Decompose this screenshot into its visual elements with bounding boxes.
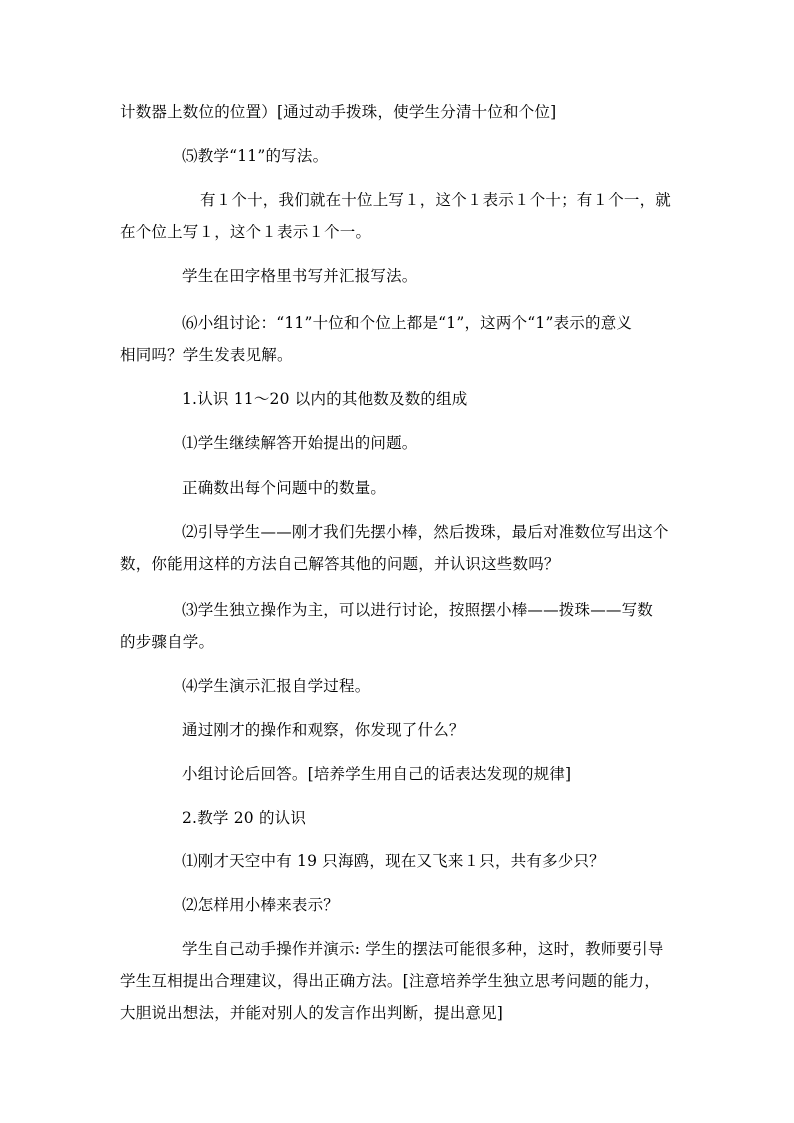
- paragraph-7: [120, 427, 676, 459]
- text-line: 相同吗？学生发表见解。: [120, 346, 293, 364]
- text-line: 大胆说出想法，并能对别人的发言作出判断，提出意见]: [120, 1004, 504, 1022]
- text-line: 小组讨论后回答。[培养学生用自己的话表达发现的规律]: [182, 765, 572, 783]
- paragraph-10: [120, 594, 676, 658]
- paragraph-8: [120, 472, 676, 504]
- text-line: ⑴学生继续解答开始提出的问题。: [182, 434, 418, 452]
- paragraph-3: [120, 184, 676, 248]
- paragraph-14: [120, 802, 676, 834]
- paragraph-11: [120, 670, 676, 702]
- paragraph-16: [120, 889, 676, 921]
- text-line: 数，你能用这样的方法自己解答其他的问题，并认识这些数吗？: [120, 555, 560, 573]
- text-line: 计数器上数位的位置）[通过动手拨珠，使学生分清十位和个位]: [120, 103, 557, 121]
- paragraph-5: [120, 307, 676, 371]
- text-line: 学生互相提出合理建议，得出正确方法。[注意培养学生独立思考问题的能力，: [120, 972, 661, 990]
- paragraph-12: [120, 714, 676, 746]
- text-line: 学生在田字格里书写并汇报写法。: [182, 267, 418, 285]
- paragraph-15: [120, 845, 676, 877]
- text-line: ⑴刚才天空中有 19 只海鸥，现在又飞来１只，共有多少只？: [182, 852, 605, 870]
- text-line: ⑸教学“11”的写法。: [182, 147, 329, 165]
- text-line: 的步骤自学。: [120, 633, 215, 651]
- text-line: 有１个十，我们就在十位上写１，这个１表示１个十；有１个一，就: [200, 191, 672, 209]
- text-line: ⑶学生独立操作为主，可以进行讨论，按照摆小棒——拨珠——写数: [182, 601, 654, 619]
- text-line: 正确数出每个问题中的数量。: [182, 479, 387, 497]
- text-line: ⑵引导学生——刚才我们先摆小棒，然后拨珠，最后对准数位写出这个: [182, 523, 669, 541]
- text-line: ⑷学生演示汇报自学过程。: [182, 677, 371, 695]
- paragraph-13: [120, 758, 676, 790]
- text-line: 2.教学 20 的认识: [182, 809, 307, 827]
- text-line: ⑵怎样用小棒来表示？: [182, 896, 340, 914]
- text-line: 学生自己动手操作并演示: 学生的摆法可能很多种，这时，教师要引导: [182, 940, 664, 958]
- paragraph-17: [120, 933, 676, 1029]
- paragraph-9: [120, 516, 676, 580]
- paragraph-1: [120, 96, 676, 128]
- text-line: 通过刚才的操作和观察，你发现了什么？: [182, 721, 465, 739]
- text-line: ⑹小组讨论：“11”十位和个位上都是“1”，这两个“1”表示的意义: [182, 314, 633, 332]
- paragraph-2: [120, 140, 676, 172]
- paragraph-4: [120, 260, 676, 292]
- paragraph-6: [120, 383, 676, 415]
- text-line: 1.认识 11～20 以内的其他数及数的组成: [182, 390, 468, 408]
- text-line: 在个位上写１，这个１表示１个一。: [120, 223, 372, 241]
